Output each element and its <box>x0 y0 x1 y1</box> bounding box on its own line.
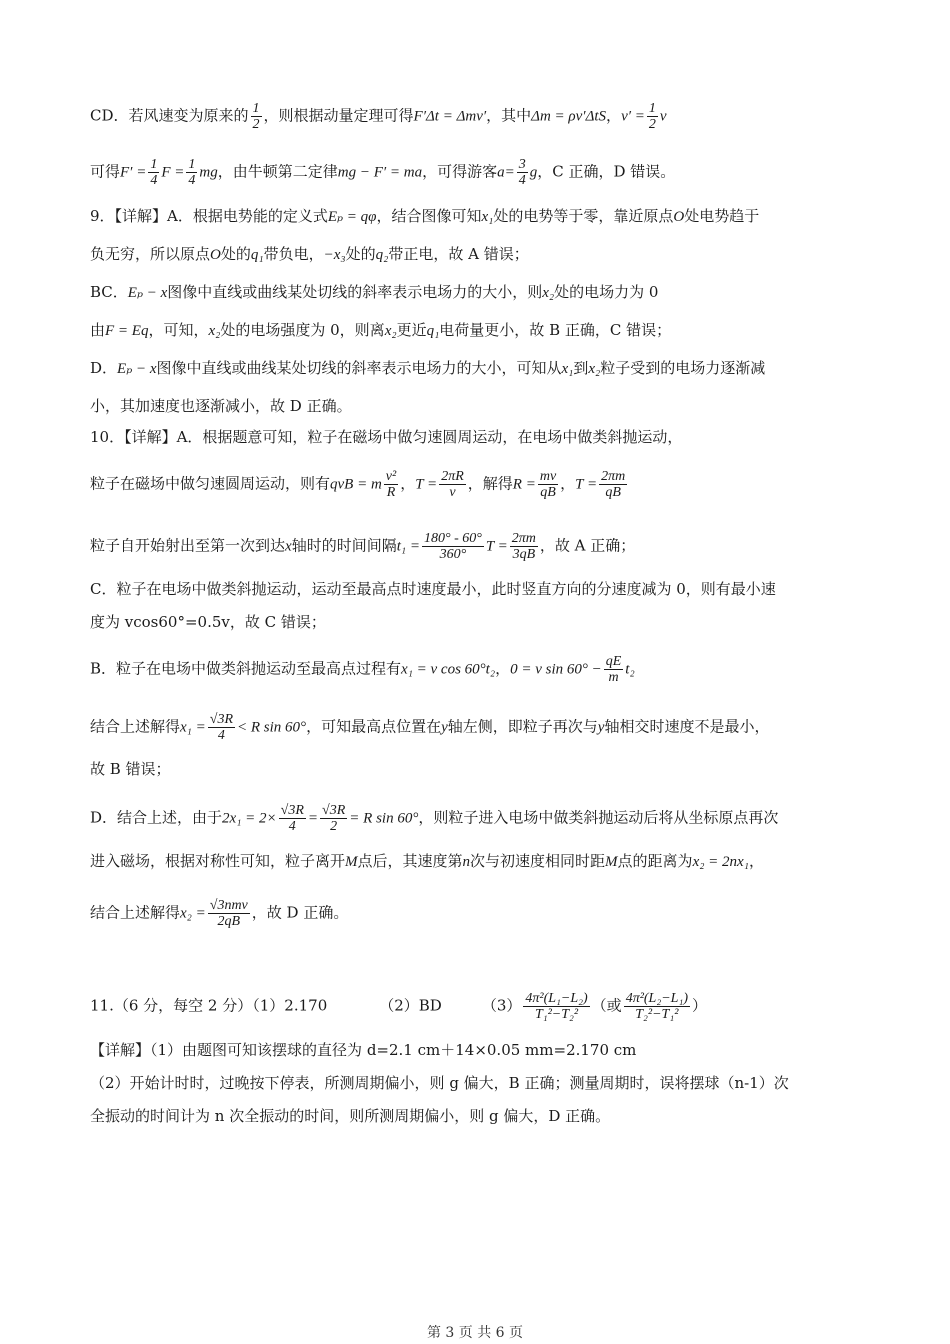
q10-line-1: 10．【详解】A．根据题意可知，粒子在磁场中做匀速圆周运动，在电场中做类斜抛运动， <box>90 428 683 446</box>
fraction: $\frac{2\pi m}{qB}$ <box>601 469 626 500</box>
q10-line-8: 故 B 错误； <box>90 760 171 778</box>
q9-line-5: D．Eₚ − x图像中直线或曲线某处切线的斜率表示电场力的大小，可知从x₁到x₂粒子受到的电场力逐渐减 <box>90 359 766 377</box>
fraction: $\frac{√3R}{4}$ <box>209 712 234 743</box>
q9-line-3: BC．Eₚ − x图像中直线或曲线某处切线的斜率表示电场力的大小，则x₂处的电场力为 0 <box>90 283 659 301</box>
fraction: $\frac{qE}{m}$ <box>605 654 622 685</box>
fraction: $\frac{3}{4}$ <box>518 157 526 188</box>
q10-line-3: 粒子自开始射出至第一次到达x轴时的时间间隔t₁ = $\frac{180^\circ - 60^\circ}{360^\circ}$ T = $\frac{2\pi m}{3qB}$ ，故 A 正确； <box>90 531 636 562</box>
fraction: $\frac{1}{2}$ <box>648 101 656 132</box>
q8-cd-line-2: 可得F′ = $\frac{1}{4}$ F = $\frac{1}{4}$ mg，由牛顿第二定律mg − F′ = ma，可得游客a= $\frac{3}{4}$ g，C 正确，D 错误。 <box>90 157 676 188</box>
fraction: $\frac{√3R}{4}$ <box>280 803 304 834</box>
q9-line-6: 小，其加速度也逐渐减小，故 D 正确。 <box>90 397 352 415</box>
q8-cd-line-1: CD．若风速变为原来的 $\frac{1}{2}$ ，则根据动量定理可得F′Δt = Δmv′，其中Δm = ρv′ΔtS，v′ = $\frac{1}{2}$ v <box>90 101 667 132</box>
fraction: $\frac{1}{2}$ <box>252 101 260 132</box>
fraction: $\frac{1}{4}$ <box>150 157 158 188</box>
q9-line-4: 由F = Eq，可知，x₂处的电场强度为 0，则离x₂更近q₁电荷量更小，故 B 正确，C 错误； <box>90 321 672 339</box>
q9-line-2: 负无穷，所以原点O处的q₁带负电，−x₃处的q₂带正电，故 A 错误； <box>90 245 529 263</box>
q10-line-4: C．粒子在电场中做类斜抛运动，运动至最高点时速度最小，此时竖直方向的分速度减为 0，则有最小速 <box>90 580 776 598</box>
fraction: $\frac{√3R}{2}$ <box>322 803 346 834</box>
fraction: $\frac{mv}{qB}$ <box>539 469 557 500</box>
q10-line-7: 结合上述解得x₁ = $\frac{√3R}{4}$ < R sin 60°，可知最高点位置在y轴左侧，即粒子再次与y轴相交时速度不是最小， <box>90 712 770 743</box>
fraction: $\frac{\text{√3nmv}}{2qB}$ <box>209 898 248 929</box>
fraction: $\frac{2\pi m}{3qB}$ <box>511 531 536 562</box>
q11-line-3: （2）开始计时时，过晚按下停表，所测周期偏小，则 g 偏大，B 正确；测量周期时，误将摆球（n-1）次 <box>90 1074 789 1092</box>
fraction: $\frac{2\pi R}{v}$ <box>441 469 464 500</box>
q11-line-4: 全振动的时间计为 n 次全振动的时间，则所测周期偏小，则 g 偏大，D 正确。 <box>90 1107 611 1125</box>
fraction: $\frac{180^\circ - 60^\circ}{360^\circ}$ <box>423 531 482 562</box>
q9-line-1: 9．【详解】A．根据电势能的定义式Eₚ = qφ，结合图像可知x₁处的电势等于零，靠近原点O处电势趋于 <box>90 207 760 225</box>
fraction: $\frac{\text{4π²(L₂−L₁)}}{\text{T₂²−T₁²}}$ <box>625 991 688 1022</box>
q10-line-2: 粒子在磁场中做匀速圆周运动，则有qvB = m $\frac{\text{v²}}{R}$ ，T = $\frac{2\pi R}{v}$ ，解得R = $\frac{mv}{qB}$ ，T = $\frac{2\pi m}{qB}$ <box>90 469 626 500</box>
q11-line-1: 11.（6 分，每空 2 分）（1）2.170 （2）BD （3） $\frac{\text{4π²(L₁−L₂)}}{\text{T₁²−T₂²}}$ （或 $\frac{\text{4π²(L₂−L₁)}}{\text{T₂²−T₁²}}$ ） <box>90 991 707 1022</box>
page-footer: 第 3 页 共 6 页 <box>426 1325 524 1341</box>
q10-line-10: 进入磁场，根据对称性可知，粒子离开M点后，其速度第n次与初速度相同时距M点的距离为x₂ = 2nx₁， <box>90 852 764 870</box>
q10-line-5: 度为 vcos60°=0.5v，故 C 错误； <box>90 613 326 631</box>
q10-line-6: B．粒子在电场中做类斜抛运动至最高点过程有x₁ = v cos 60°t₂，0 = v sin 60° − $\frac{qE}{m}$ t₂ <box>90 654 635 685</box>
q11-line-2: 【详解】（1）由题图可知该摆球的直径为 d=2.1 cm＋14×0.05 mm=2.170 cm <box>90 1041 637 1059</box>
q10-line-9: D．结合上述，由于2x₁ = 2× $\frac{√3R}{4}$ = $\frac{√3R}{2}$ = R sin 60°，则粒子进入电场中做类斜抛运动后将从坐标原点再次 <box>90 803 779 834</box>
fraction: $\frac{\text{4π²(L₁−L₂)}}{\text{T₁²−T₂²}}$ <box>525 991 588 1022</box>
fraction: $\frac{1}{4}$ <box>188 157 196 188</box>
q10-line-11: 结合上述解得x₂ = $\frac{\text{√3nmv}}{2qB}$ ，故 D 正确。 <box>90 898 349 929</box>
fraction: $\frac{\text{v²}}{R}$ <box>385 469 397 500</box>
